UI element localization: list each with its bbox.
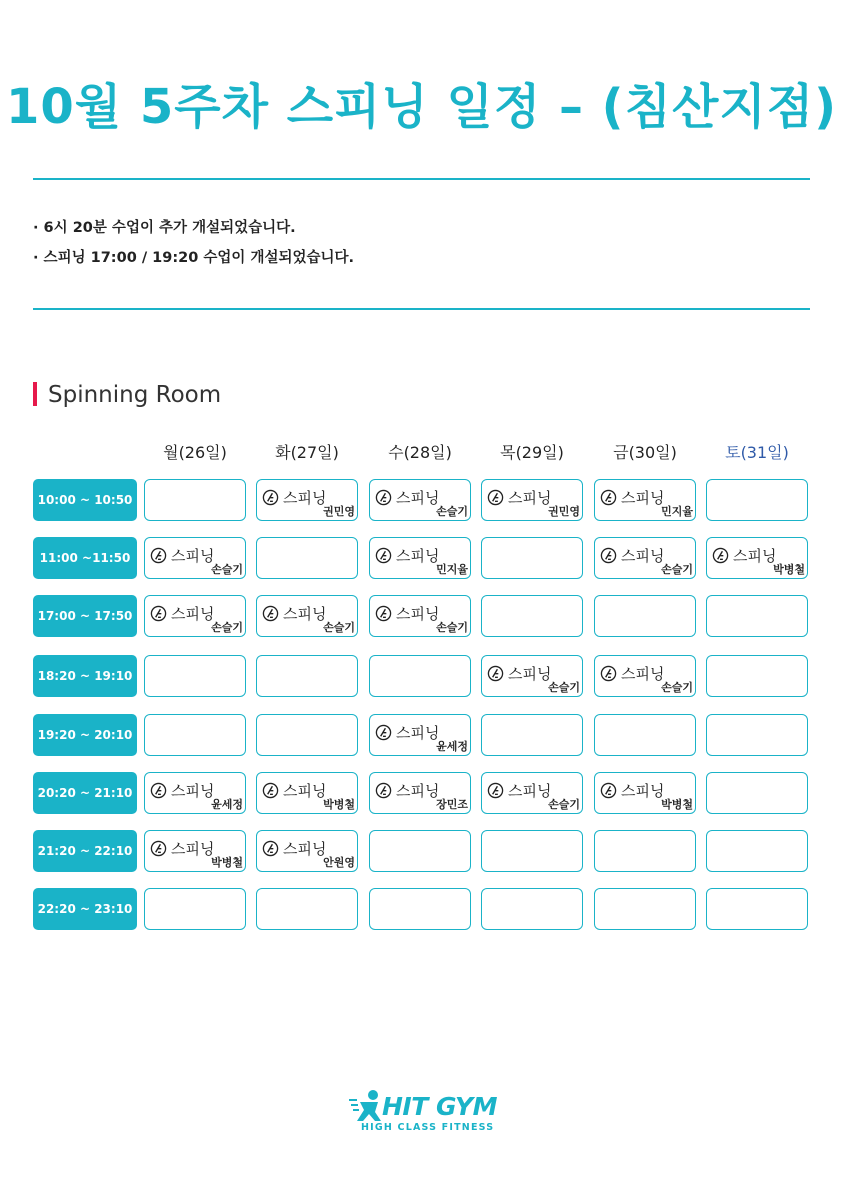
schedule-cell xyxy=(706,479,808,521)
class-entry xyxy=(375,780,439,801)
schedule-cell xyxy=(369,655,471,697)
bicycle-icon xyxy=(487,489,504,506)
schedule-cell xyxy=(706,537,808,579)
schedule-cell xyxy=(481,888,583,930)
instructor-name: 윤세정 xyxy=(436,740,468,753)
instructor-name: 박병철 xyxy=(323,798,355,811)
time-slot: 19:20 ~ 20:10 xyxy=(33,714,137,756)
class-label: 스피닝 xyxy=(396,782,440,800)
hitgym-logo xyxy=(348,1086,498,1138)
class-entry xyxy=(375,545,439,566)
bicycle-icon xyxy=(262,489,279,506)
class-entry xyxy=(262,487,326,508)
bicycle-icon xyxy=(150,782,167,799)
schedule-cell xyxy=(369,888,471,930)
time-slot: 20:20 ~ 21:10 xyxy=(33,772,137,814)
bicycle-icon xyxy=(150,840,167,857)
bicycle-icon xyxy=(150,547,167,564)
instructor-name: 손슬기 xyxy=(436,621,468,634)
time-slot: 17:00 ~ 17:50 xyxy=(33,595,137,637)
class-entry xyxy=(375,487,439,508)
bicycle-icon xyxy=(600,782,617,799)
class-entry xyxy=(150,780,214,801)
time-slot: 11:00 ~11:50 xyxy=(33,537,137,579)
class-label: 스피닝 xyxy=(508,665,552,683)
class-entry xyxy=(487,780,551,801)
instructor-name: 권민영 xyxy=(323,505,355,518)
bicycle-icon xyxy=(600,489,617,506)
schedule-cell xyxy=(369,772,471,814)
schedule-cell xyxy=(706,830,808,872)
class-label: 스피닝 xyxy=(396,724,440,742)
class-label: 스피닝 xyxy=(621,547,665,565)
schedule-cell xyxy=(594,772,696,814)
schedule-cell xyxy=(481,655,583,697)
section-title-text: Spinning Room xyxy=(48,382,222,408)
class-entry xyxy=(375,722,439,743)
schedule-cell xyxy=(481,830,583,872)
class-label: 스피닝 xyxy=(283,840,327,858)
schedule-cell xyxy=(256,714,358,756)
schedule-cell xyxy=(144,714,246,756)
class-entry xyxy=(150,545,214,566)
schedule-cell xyxy=(256,537,358,579)
time-slot: 18:20 ~ 19:10 xyxy=(33,655,137,697)
day-header: 토(31일) xyxy=(725,443,789,462)
schedule-cell xyxy=(256,772,358,814)
schedule-cell xyxy=(144,830,246,872)
schedule-cell xyxy=(706,595,808,637)
bicycle-icon xyxy=(262,605,279,622)
section-heading xyxy=(33,380,221,410)
instructor-name: 민지율 xyxy=(661,505,693,518)
instructor-name: 손슬기 xyxy=(323,621,355,634)
schedule-cell xyxy=(256,830,358,872)
instructor-name: 박병철 xyxy=(211,856,243,869)
day-header: 수(28일) xyxy=(388,443,452,462)
schedule-cell xyxy=(706,655,808,697)
class-label: 스피닝 xyxy=(396,547,440,565)
day-header: 화(27일) xyxy=(275,443,339,462)
schedule-cell xyxy=(144,888,246,930)
schedule-cell xyxy=(144,595,246,637)
class-entry xyxy=(150,603,214,624)
instructor-name: 박병철 xyxy=(773,563,805,576)
instructor-name: 손슬기 xyxy=(548,681,580,694)
instructor-name: 손슬기 xyxy=(661,563,693,576)
class-entry xyxy=(600,487,664,508)
bicycle-icon xyxy=(600,665,617,682)
schedule-cell xyxy=(481,595,583,637)
notice-item: · 6시 20분 수업이 추가 개설되었습니다. xyxy=(33,220,296,236)
schedule-cell xyxy=(706,772,808,814)
schedule-cell xyxy=(144,772,246,814)
bicycle-icon xyxy=(150,605,167,622)
class-label: 스피닝 xyxy=(171,782,215,800)
schedule-cell xyxy=(369,479,471,521)
logo-tagline: HIGH CLASS FITNESS xyxy=(361,1122,495,1133)
schedule-cell xyxy=(144,655,246,697)
schedule-cell xyxy=(594,830,696,872)
schedule-cell xyxy=(706,714,808,756)
schedule-cell xyxy=(594,888,696,930)
class-label: 스피닝 xyxy=(283,489,327,507)
instructor-name: 민지율 xyxy=(436,563,468,576)
notice-list xyxy=(33,218,354,278)
page-title: 10월 5주차 스피닝 일정 – (침산지점) xyxy=(5,79,838,135)
schedule-cell xyxy=(369,714,471,756)
class-entry xyxy=(487,663,551,684)
schedule-cell xyxy=(256,595,358,637)
schedule-cell xyxy=(369,595,471,637)
class-entry xyxy=(600,663,664,684)
day-header: 목(29일) xyxy=(500,443,564,462)
instructor-name: 손슬기 xyxy=(211,621,243,634)
bicycle-icon xyxy=(375,782,392,799)
schedule-cell xyxy=(481,772,583,814)
class-label: 스피닝 xyxy=(621,665,665,683)
schedule-cell xyxy=(481,714,583,756)
schedule-cell xyxy=(144,537,246,579)
instructor-name: 손슬기 xyxy=(661,681,693,694)
bottom-divider xyxy=(33,308,810,310)
top-divider xyxy=(33,178,810,180)
class-label: 스피닝 xyxy=(396,489,440,507)
class-entry xyxy=(150,838,214,859)
schedule-cell xyxy=(594,537,696,579)
class-label: 스피닝 xyxy=(621,489,665,507)
class-entry xyxy=(600,780,664,801)
day-header: 월(26일) xyxy=(163,443,227,462)
notice-item: · 스피닝 17:00 / 19:20 수업이 개설되었습니다. xyxy=(33,250,355,266)
instructor-name: 장민조 xyxy=(436,798,468,811)
bicycle-icon xyxy=(375,724,392,741)
bicycle-icon xyxy=(487,782,504,799)
bicycle-icon xyxy=(487,665,504,682)
schedule-cell xyxy=(481,537,583,579)
class-label: 스피닝 xyxy=(171,605,215,623)
section-marker xyxy=(33,382,37,406)
class-label: 스피닝 xyxy=(396,605,440,623)
schedule-cell xyxy=(144,479,246,521)
time-slot: 21:20 ~ 22:10 xyxy=(33,830,137,872)
instructor-name: 손슬기 xyxy=(436,505,468,518)
instructor-name: 윤세정 xyxy=(211,798,243,811)
schedule-cell xyxy=(594,595,696,637)
class-label: 스피닝 xyxy=(508,489,552,507)
class-label: 스피닝 xyxy=(283,782,327,800)
time-slot: 10:00 ~ 10:50 xyxy=(33,479,137,521)
schedule-cell xyxy=(369,830,471,872)
schedule-cell xyxy=(594,479,696,521)
schedule-cell xyxy=(594,714,696,756)
instructor-name: 손슬기 xyxy=(548,798,580,811)
schedule-cell xyxy=(369,537,471,579)
class-entry xyxy=(712,545,776,566)
schedule-cell xyxy=(706,888,808,930)
schedule-cell xyxy=(256,655,358,697)
bicycle-icon xyxy=(600,547,617,564)
class-entry xyxy=(262,603,326,624)
class-entry xyxy=(262,838,326,859)
schedule-cell xyxy=(481,479,583,521)
logo-wordmark: HIT GYM xyxy=(382,1092,497,1121)
time-slot: 22:20 ~ 23:10 xyxy=(33,888,137,930)
class-entry xyxy=(487,487,551,508)
bicycle-icon xyxy=(262,782,279,799)
schedule-cell xyxy=(594,655,696,697)
instructor-name: 손슬기 xyxy=(211,563,243,576)
class-entry xyxy=(600,545,664,566)
bicycle-icon xyxy=(375,605,392,622)
bicycle-icon xyxy=(375,547,392,564)
instructor-name: 안원영 xyxy=(323,856,355,869)
bicycle-icon xyxy=(712,547,729,564)
class-entry xyxy=(262,780,326,801)
schedule-cell xyxy=(256,888,358,930)
bicycle-icon xyxy=(262,840,279,857)
bicycle-icon xyxy=(375,489,392,506)
class-label: 스피닝 xyxy=(171,547,215,565)
class-label: 스피닝 xyxy=(283,605,327,623)
class-label: 스피닝 xyxy=(508,782,552,800)
class-entry xyxy=(375,603,439,624)
day-header: 금(30일) xyxy=(613,443,677,462)
class-label: 스피닝 xyxy=(621,782,665,800)
class-label: 스피닝 xyxy=(171,840,215,858)
class-label: 스피닝 xyxy=(733,547,777,565)
instructor-name: 박병철 xyxy=(661,798,693,811)
schedule-cell xyxy=(256,479,358,521)
instructor-name: 권민영 xyxy=(548,505,580,518)
